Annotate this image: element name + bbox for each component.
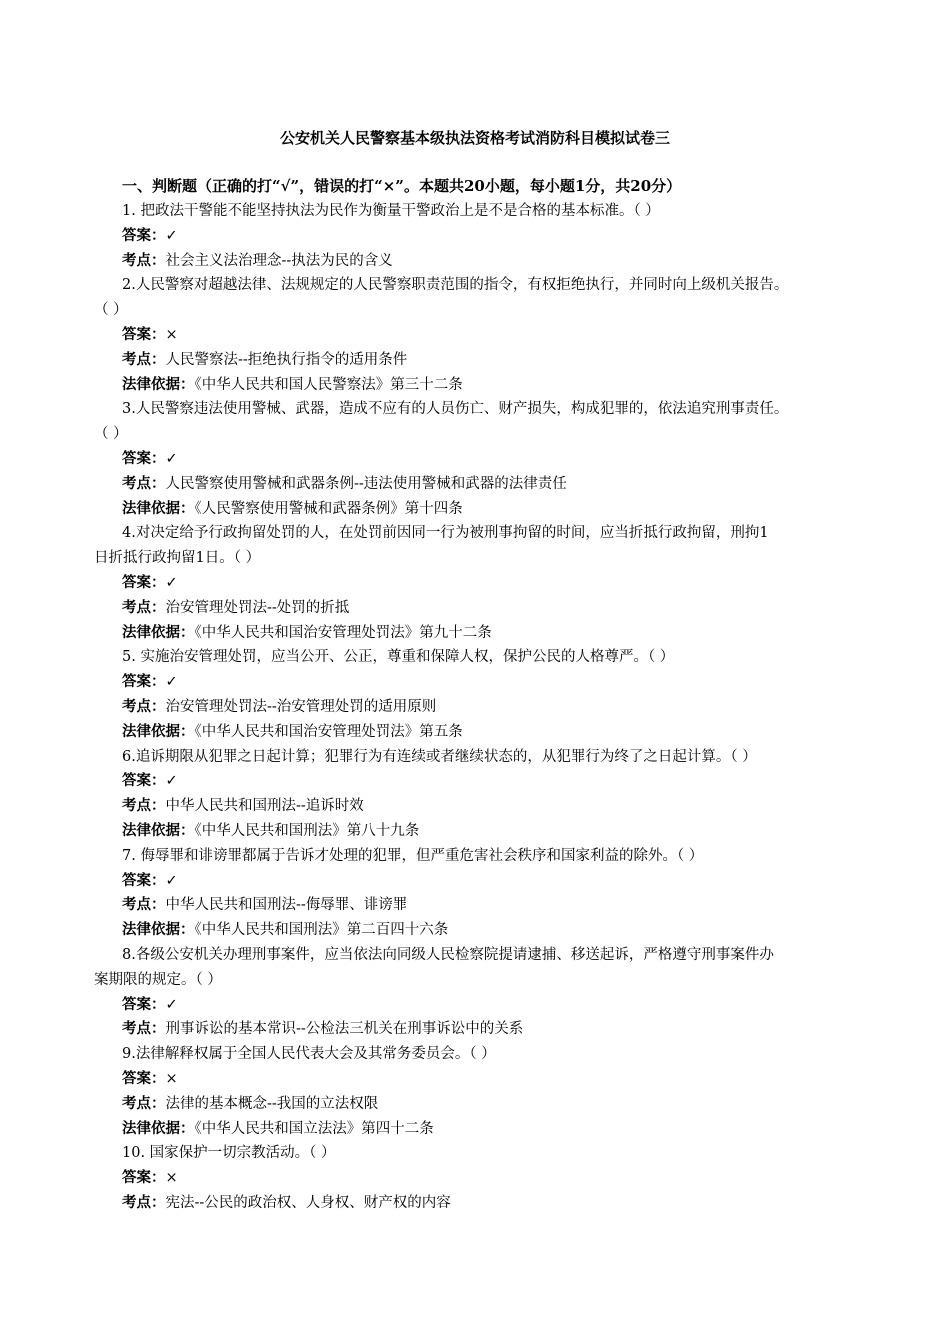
point-row [122, 474, 567, 494]
answer-value: ✓ [165, 872, 178, 889]
answer-row [122, 771, 178, 791]
point-row [122, 1094, 378, 1114]
point-value: 治安管理处罚法--处罚的折抵 [165, 599, 350, 616]
point-value: 宪法--公民的政治权、人身权、财产权的内容 [165, 1195, 451, 1211]
point-row [122, 1019, 523, 1039]
point-value: 人民警察法--拒绝执行指令的适用条件 [165, 351, 408, 368]
point-value: 人民警察使用警械和武器条例--违法使用警械和武器的法律责任 [165, 475, 567, 492]
question-text [122, 399, 788, 419]
question-text [122, 945, 774, 965]
point-label: 考点： [122, 252, 166, 269]
basis-row [122, 920, 448, 940]
point-row [122, 1193, 451, 1213]
question-text [122, 523, 769, 543]
question-text [122, 1044, 496, 1064]
question-text [94, 300, 128, 320]
answer-value: × [165, 1071, 178, 1087]
answer-label: 答案： [122, 773, 166, 790]
basis-row [122, 499, 463, 519]
point-label: 考点： [122, 475, 166, 492]
answer-row [122, 226, 178, 246]
point-row [122, 796, 364, 816]
answer-value: ✓ [165, 575, 178, 591]
question-line: 8.各级公安机关办理刑事案件，应当依法向同级人民检察院提请逮捕、移送起诉，严格遵守刑事案件办 [122, 947, 774, 963]
answer-row [122, 871, 178, 891]
answer-value: ✓ [165, 773, 178, 790]
question-line: （ ） [94, 302, 128, 319]
answer-label: 答案： [122, 674, 166, 691]
answer-row [122, 995, 178, 1015]
question-text [94, 548, 260, 568]
answer-value: ✓ [165, 996, 178, 1013]
basis-row [122, 375, 463, 395]
answer-label: 答案： [122, 227, 166, 244]
answer-value: × [165, 1170, 178, 1187]
answer-label: 答案： [122, 575, 166, 591]
point-value: 治安管理处罚法--治安管理处罚的适用原则 [165, 699, 437, 715]
page-title: 公安机关人民警察基本级执法资格考试消防科目模拟试卷三 [279, 129, 670, 147]
point-row [122, 251, 393, 271]
question-line: 7. 侮辱罪和诽谤罪都属于告诉才处理的犯罪，但严重危害社会秩序和国家利益的除外。（ ） [122, 847, 704, 864]
point-row [122, 598, 349, 618]
answer-row [122, 1069, 178, 1089]
basis-label: 法律依据： [122, 823, 195, 839]
basis-value: 《中华人民共和国刑法》第二百四十六条 [194, 922, 449, 939]
section-heading: 一、判断题（正确的打“√”，错误的打“×”。本题共20小题，每小题1分，共20分） [122, 177, 682, 195]
answer-label: 答案： [122, 1071, 166, 1087]
basis-row [122, 1119, 434, 1139]
answer-label: 答案： [122, 451, 166, 467]
question-text [122, 846, 703, 866]
question-line: 2.人民警察对超越法律、法规规定的人民警察职责范围的指令，有权拒绝执行，并同时向上级机关报告。 [122, 277, 789, 294]
question-line: 案期限的规定。（ ） [94, 971, 222, 988]
answer-label: 答案： [122, 872, 166, 889]
basis-value: 《中华人民共和国治安管理处罚法》第九十二条 [194, 624, 492, 641]
point-label: 考点： [122, 798, 166, 815]
basis-row [122, 722, 463, 742]
point-row [122, 350, 407, 370]
point-row [122, 697, 436, 717]
question-text [94, 424, 128, 444]
answer-label: 答案： [122, 996, 166, 1013]
question-line: 4.对决定给予行政拘留处罚的人，在处罚前因同一行为被刑事拘留的时间，应当折抵行政拘留，刑拘1 [122, 525, 769, 542]
basis-label: 法律依据： [122, 500, 195, 517]
point-value: 刑事诉讼的基本常识--公检法三机关在刑事诉讼中的关系 [165, 1021, 524, 1038]
point-label: 考点： [122, 1095, 166, 1112]
answer-value: × [165, 327, 178, 343]
point-label: 考点： [122, 699, 166, 715]
answer-label: 答案： [122, 327, 166, 343]
question-line: 3.人民警察违法使用警械、武器，造成不应有的人员伤亡、财产损失，构成犯罪的，依法追究刑事责任。 [122, 401, 789, 418]
basis-row [122, 821, 419, 841]
basis-value: 《中华人民共和国刑法》第八十九条 [194, 823, 420, 839]
basis-label: 法律依据： [122, 922, 195, 939]
basis-value: 《中华人民共和国人民警察法》第三十二条 [194, 376, 463, 393]
question-text [122, 747, 757, 767]
answer-label: 答案： [122, 1170, 166, 1187]
basis-label: 法律依据： [122, 376, 195, 393]
question-text [122, 201, 660, 221]
point-label: 考点： [122, 897, 166, 914]
basis-value: 《中华人民共和国治安管理处罚法》第五条 [194, 723, 463, 740]
answer-value: ✓ [165, 451, 178, 467]
question-line: 6.追诉期限从犯罪之日起计算；犯罪行为有连续或者继续状态的，从犯罪行为终了之日起计算。（ ） [122, 748, 757, 765]
question-line: 日折抵行政拘留1日。（ ） [94, 550, 261, 567]
point-value: 社会主义法治理念--执法为民的含义 [165, 252, 393, 269]
question-line: 9.法律解释权属于全国人民代表大会及其常务委员会。（ ） [122, 1046, 496, 1063]
point-value: 中华人民共和国刑法--追诉时效 [165, 798, 364, 815]
question-text [94, 970, 222, 990]
answer-value: ✓ [165, 674, 178, 691]
answer-row [122, 449, 178, 469]
question-line: 5. 实施治安管理处罚，应当公开、公正，尊重和保障人权，保护公民的人格尊严。（ ） [122, 649, 675, 666]
point-label: 考点： [122, 351, 166, 368]
basis-label: 法律依据： [122, 1120, 195, 1137]
point-value: 法律的基本概念--我国的立法权限 [165, 1095, 379, 1112]
answer-row [122, 1168, 178, 1188]
answer-row [122, 672, 178, 692]
answer-row [122, 325, 178, 345]
answer-row [122, 573, 178, 593]
point-value: 中华人民共和国刑法--侮辱罪、诽谤罪 [165, 897, 408, 914]
point-label: 考点： [122, 1195, 166, 1211]
basis-row [122, 623, 492, 643]
question-line: （ ） [94, 426, 128, 443]
basis-value: 《中华人民共和国立法法》第四十二条 [194, 1120, 434, 1137]
point-label: 考点： [122, 599, 166, 616]
basis-label: 法律依据： [122, 723, 195, 740]
question-text [122, 647, 674, 667]
question-line: 10. 国家保护一切宗教活动。（ ） [122, 1145, 336, 1162]
question-line: 1. 把政法干警能不能坚持执法为民作为衡量干警政治上是不是合格的基本标准。（ ） [122, 203, 660, 219]
basis-value: 《人民警察使用警械和武器条例》第十四条 [194, 500, 463, 517]
point-label: 考点： [122, 1021, 166, 1038]
answer-value: ✓ [165, 227, 178, 244]
point-row [122, 895, 407, 915]
question-text [122, 275, 788, 295]
basis-label: 法律依据： [122, 624, 195, 641]
question-text [122, 1143, 336, 1163]
